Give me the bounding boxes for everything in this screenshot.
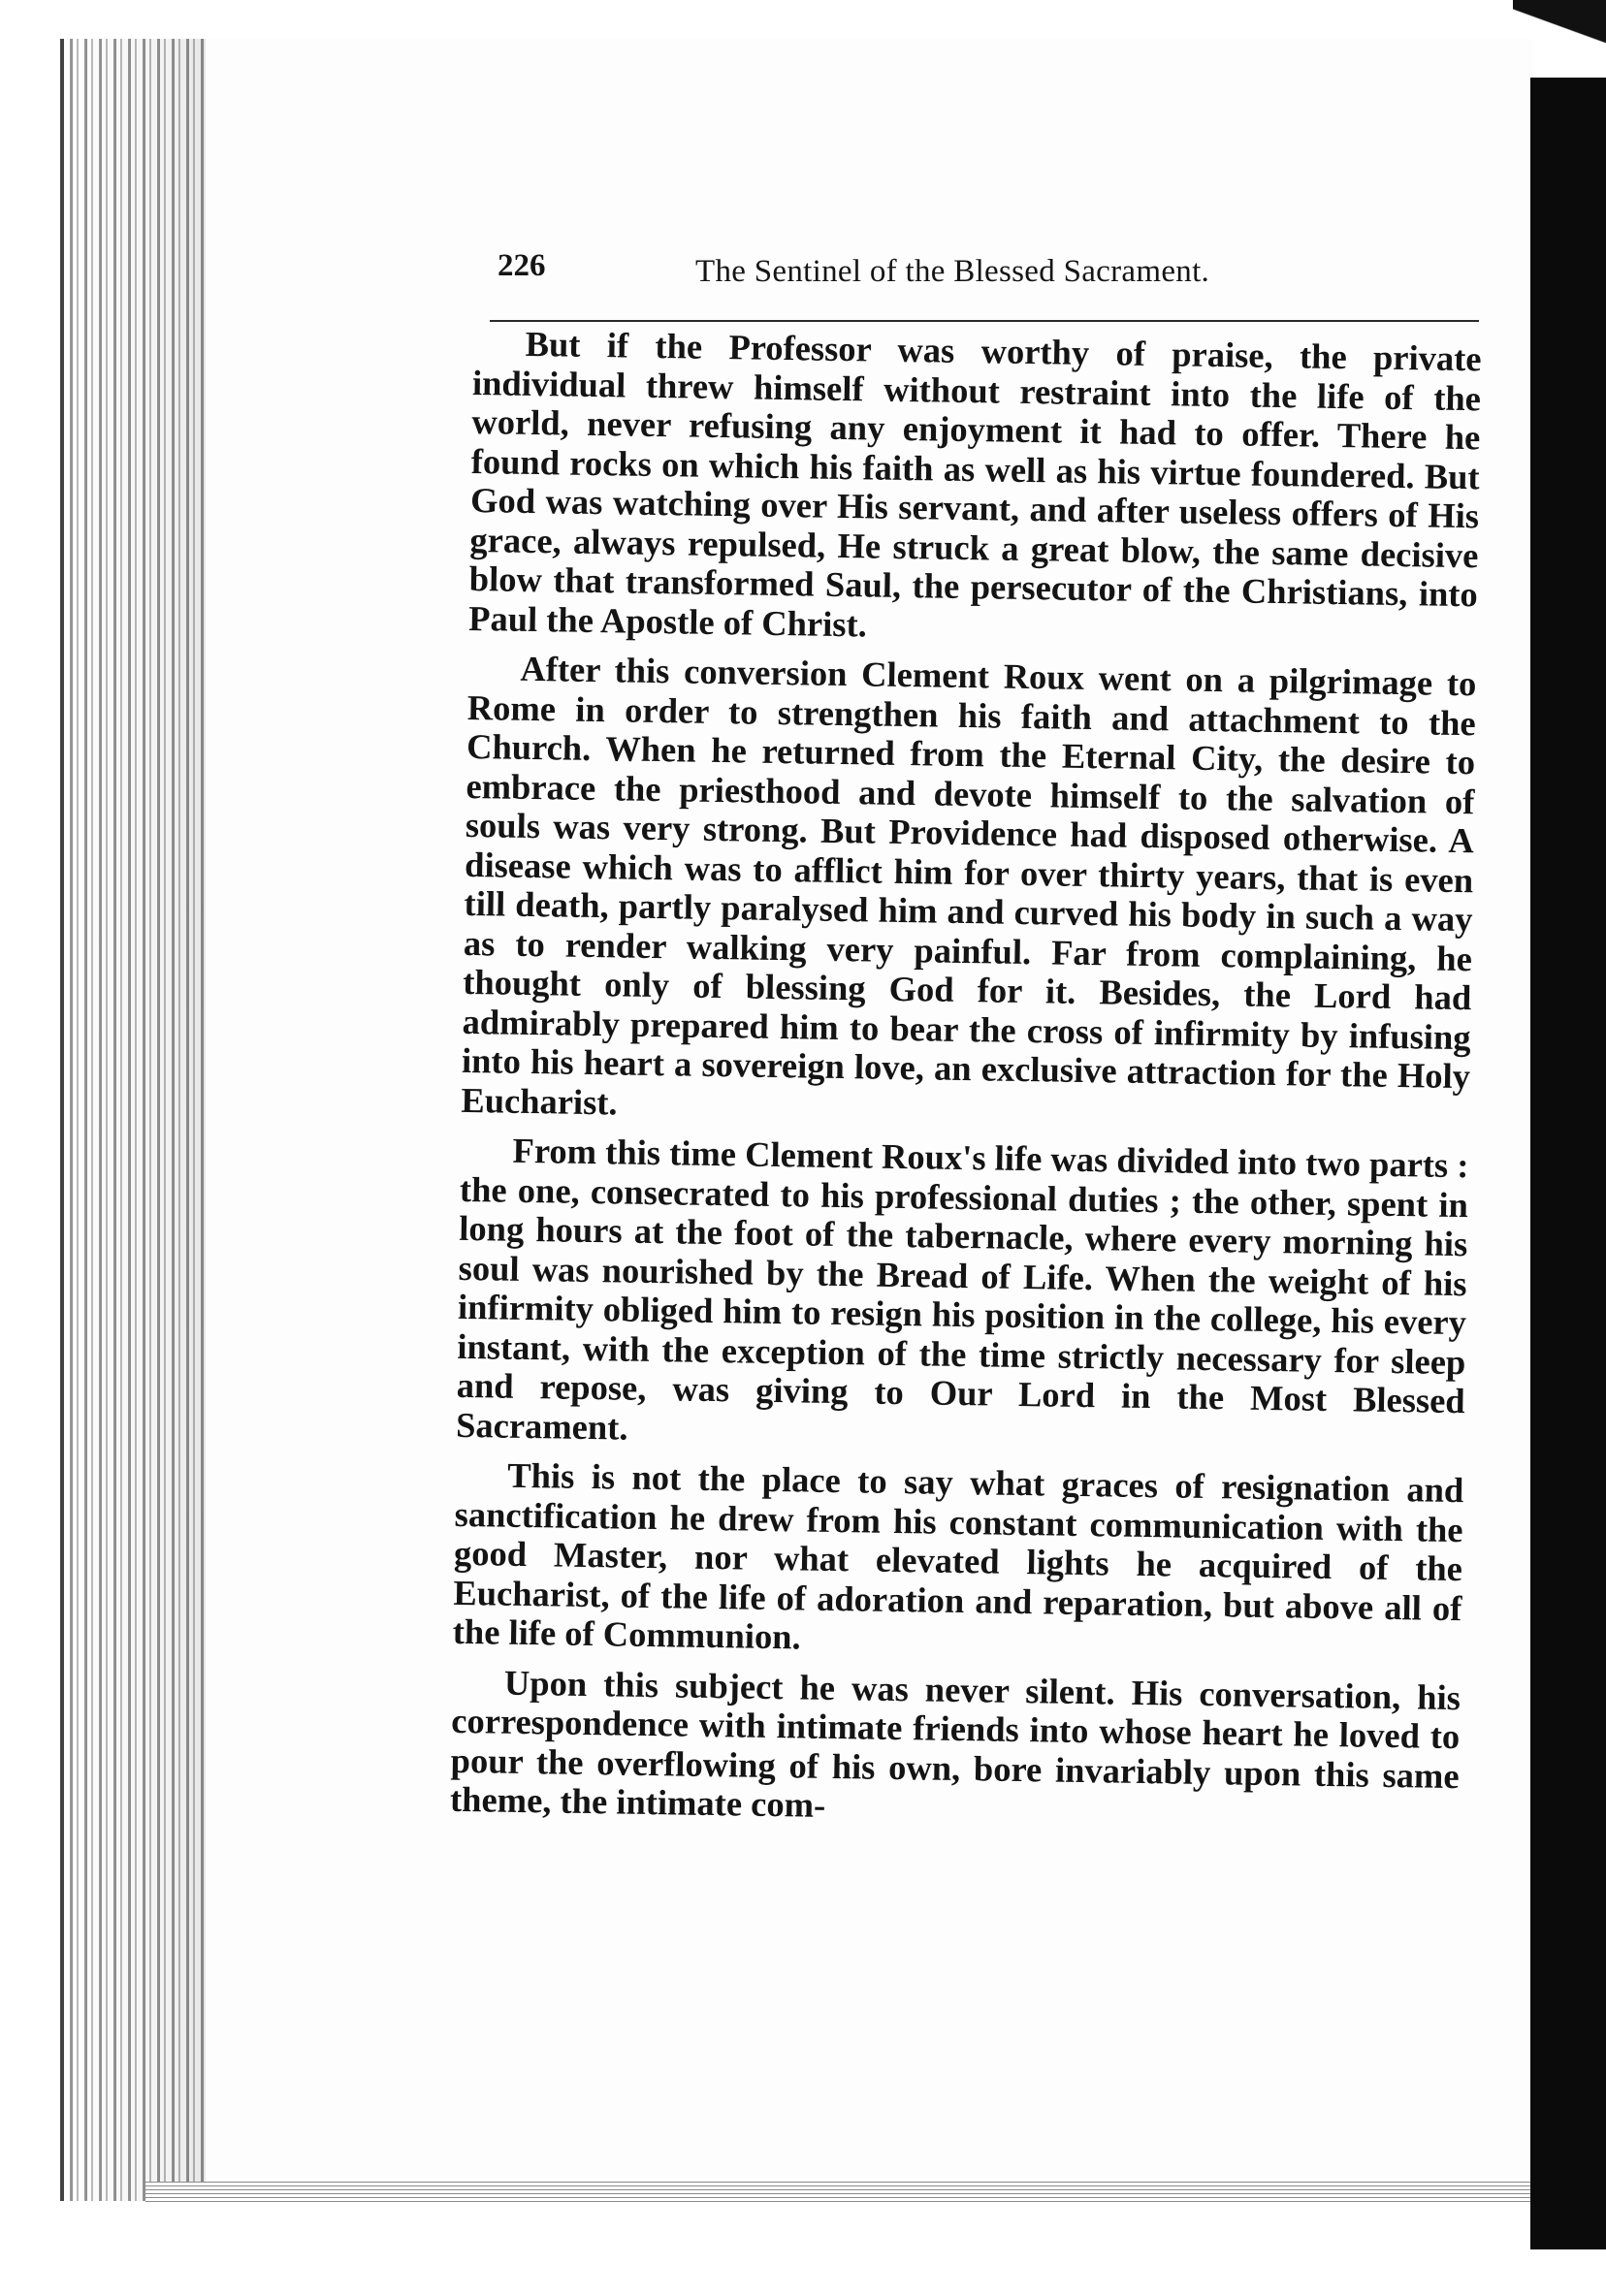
scan-border-right (1530, 78, 1606, 2249)
scan-corner (1513, 0, 1606, 87)
body-text (450, 324, 1482, 1846)
page-bottom-edge (145, 2182, 1542, 2205)
page-number: 226 (498, 248, 546, 283)
paragraph-4: This is not the place to say what graces of resignation and sanctification he drew from his constant communication with the good Master, nor what elevated lights he acquired of the Eucharist, of the life of adoration and reparation, but above all of the life of Communion. (452, 1454, 1464, 1657)
paragraph-3: From this time Clement Roux's life was divided into two parts : the one, consecrated to his professional duties ; the other, spent in long hours at the foot of the tabernacle, where every morning his soul was nourished by the Bread of Life. When the weight of his infirmity obliged him to resign his position in the college, his every instant, with the exception of the time strictly necessary for sleep and repose, was giving to Our Lord in the Most Blessed Sacrament. (455, 1130, 1469, 1448)
paragraph-5: Upon this subject he was never silent. His conversation, his correspondence with intimate friends into whose heart he loved to pour the overflowing of his own, bore invariably upon this same theme, the intimate com- (449, 1662, 1461, 1825)
paragraph-1: But if the Professor was worthy of praise, the private individual threw himself without restraint into the life of the world, never refusing any enjoyment it had to offer. There he found rocks on which his faith as well as his virtue foundered. But God was watching over His servant, and after useless offers of His grace, always repulsed, He struck a great blow, the same decisive blow that transformed Saul, the persecutor of the Christians, into Paul the Apostle of Christ. (467, 323, 1482, 644)
header-rule (490, 320, 1479, 322)
paragraph-2: After this conversion Clement Roux went on a pilgrimage to Rome in order to strengthen his faith and attachment to the Church. When he returned from the Eternal City, the desire to embrace the priesthood and devote himself to the salvation of souls was very strong. But Providence had disposed otherwise. A disease which was to afflict him for over thirty years, that is even till death, partly paralysed him and curved his body in such a way as to render walking very painful. Far from complaining, he thought only of blessing God for it. Besides, the Lord had admirably prepared him to bear the cross of infirmity by infusing into his heart a sovereign love, an exclusive attraction for the Holy Eucharist. (461, 648, 1477, 1122)
page-header (490, 248, 1479, 297)
page-stack-shadow (64, 39, 219, 2201)
running-title: The Sentinel of the Blessed Sacrament. (695, 254, 1210, 289)
